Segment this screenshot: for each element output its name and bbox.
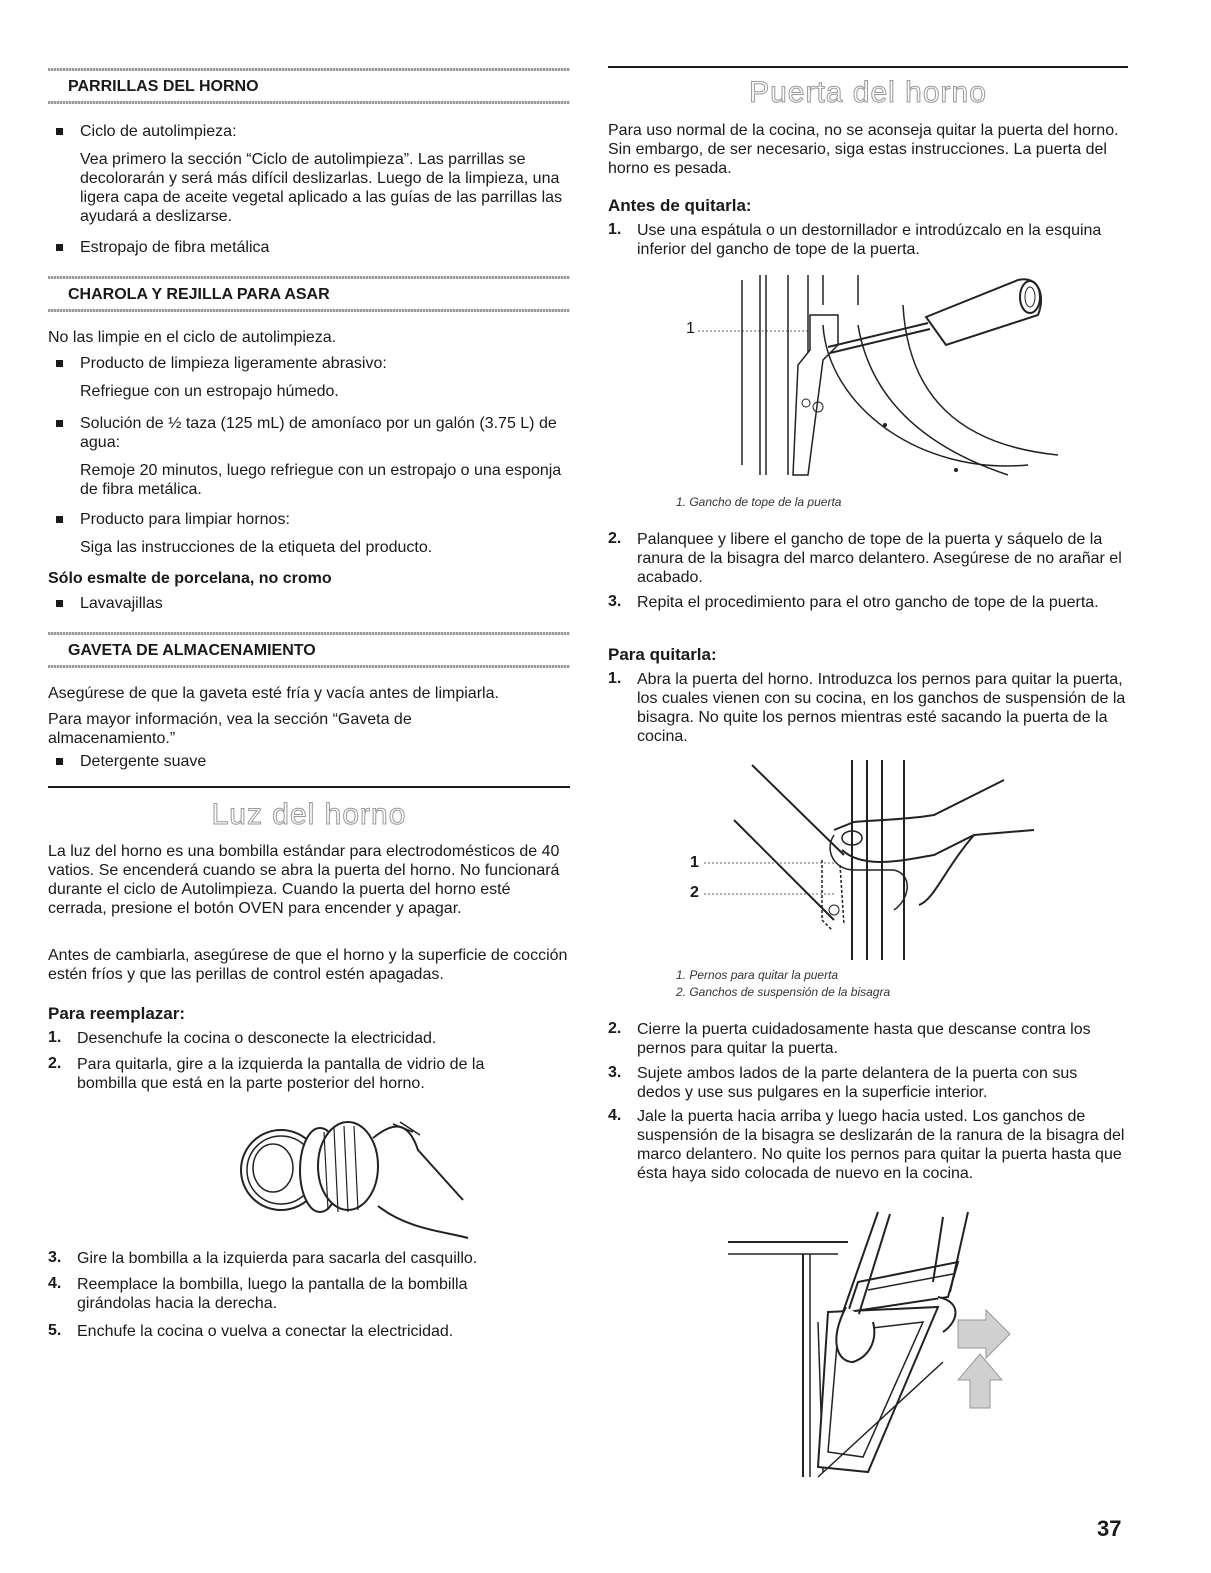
- divider: [608, 66, 1128, 68]
- figure-label: 1: [690, 854, 699, 871]
- paragraph: Asegúrese de que la gaveta esté fría y vacía antes de limpiarla.: [48, 685, 499, 702]
- section-title-luz: Luz del horno: [211, 798, 407, 831]
- step-item: 2. Cierre la puerta cuidadosamente hasta que descanse contra los pernos para quitar la puerta.: [608, 1020, 1091, 1057]
- step-item: 4. Jale la puerta hacia arriba y luego hacia usted. Los ganchos de suspensión de la bisagra se deslizarán de la ranura de la bisagra del marco delantero. No quite los pernos para quitar la puerta hasta que ésta haya sido colocada de nuevo en la cocina.: [608, 1107, 1125, 1182]
- step-item: 2. Palanquee y libere el gancho de tope de la puerta y sáquelo de la ranura de la bisagra del marco delantero. Asegúrese de no arañar el acabado.: [608, 530, 1122, 586]
- bullet-item: Producto de limpieza ligeramente abrasivo: Refriegue con un estropajo húmedo.: [48, 354, 570, 401]
- paragraph: No las limpie en el ciclo de autolimpieza.: [48, 329, 337, 346]
- bullet-item: Ciclo de autolimpieza: Vea primero la sección “Ciclo de autolimpieza”. Las parrillas se decolorarán y será más difícil deslizarlas. Luego de la limpieza, una ligera capa de aceite vegetal aplicado a las guías de las parrillas las ayudará a deslizarse.: [48, 122, 570, 226]
- step-item: 3. Repita el procedimiento para el otro gancho de tope de la puerta.: [608, 593, 1099, 611]
- figure-caption: 1. Pernos para quitar la puerta: [676, 968, 839, 982]
- bullet-item: Detergente suave: [48, 752, 570, 771]
- step-item: 5. Enchufe la cocina o vuelva a conectar la electricidad.: [48, 1322, 454, 1340]
- section-title: PARRILLAS DEL HORNO: [68, 78, 259, 95]
- door-removal-illustration: [728, 1212, 1028, 1482]
- bullet-icon: [56, 244, 63, 251]
- bullet-detail: Refriegue con un estropajo húmedo.: [80, 383, 339, 400]
- page-number: 37: [1097, 1516, 1122, 1541]
- bullet-icon: [56, 128, 63, 135]
- section-title: GAVETA DE ALMACENAMIENTO: [68, 642, 316, 659]
- bullet-icon: [56, 758, 63, 765]
- bullet-icon: [56, 600, 63, 607]
- step-item: 4. Reemplace la bombilla, luego la pantalla de la bombilla girándolas hacia la derecha.: [48, 1275, 468, 1312]
- bulb-replacement-illustration: [188, 1110, 478, 1240]
- bullet-detail: Remoje 20 minutos, luego refriegue con un estropajo o una esponja de fibra metálica.: [80, 462, 562, 498]
- paragraph: Para mayor información, vea la sección “Gaveta de almacenamiento.”: [48, 711, 412, 747]
- bullet-item: Solución de ½ taza (125 mL) de amoníaco por un galón (3.75 L) de agua: Remoje 20 minutos, luego refriegue con un estropajo o una esponja de fibra metálica.: [48, 414, 570, 499]
- bullet-icon: [56, 420, 63, 427]
- section-header-gaveta: [48, 632, 570, 668]
- step-item: 3. Sujete ambos lados de la parte delantera de la puerta con sus dedos y use sus pulgares en la superficie interior.: [608, 1064, 1078, 1101]
- paragraph: Para uso normal de la cocina, no se aconseja quitar la puerta del horno. Sin embargo, de ser necesario, siga estas instrucciones. La puerta del horno es pesada.: [608, 122, 1119, 177]
- figure-label: 2: [690, 884, 699, 901]
- section-title: CHAROLA Y REJILLA PARA ASAR: [68, 286, 330, 303]
- section-header-parrillas: [48, 68, 570, 104]
- section-header-charola: [48, 276, 570, 312]
- hinge-pin-illustration: [704, 760, 1054, 960]
- door-stop-illustration: [698, 275, 1058, 495]
- bullet-item: Lavavajillas: [48, 594, 570, 613]
- bullet-detail: Siga las instrucciones de la etiqueta del producto.: [80, 539, 433, 556]
- paragraph: Antes de cambiarla, asegúrese de que el horno y la superficie de cocción estén fríos y que las perillas de control estén apagadas.: [48, 947, 568, 983]
- subheading: Para quitarla:: [608, 645, 717, 664]
- step-item: 3. Gire la bombilla a la izquierda para sacarla del casquillo.: [48, 1249, 478, 1267]
- figure-caption: 2. Ganchos de suspensión de la bisagra: [676, 985, 891, 999]
- bullet-icon: [56, 516, 63, 523]
- subheading: Antes de quitarla:: [608, 196, 752, 215]
- paragraph: La luz del horno es una bombilla estándar para electrodomésticos de 40 vatios. Se encenderá cuando se abra la puerta del horno. No funcionará durante el ciclo de Autolimpieza. Cuando la puerta del horno esté cerrada, presione el botón OVEN para encender y apagar.: [48, 843, 560, 917]
- subheading: Para reemplazar:: [48, 1004, 186, 1023]
- bullet-detail: Vea primero la sección “Ciclo de autolimpieza”. Las parrillas se decolorarán y será más difícil deslizarlas. Luego de la limpieza, una ligera capa de aceite vegetal aplicado a las guías de las parrillas las ayudará a deslizarse.: [80, 151, 563, 225]
- bullet-icon: [56, 360, 63, 367]
- divider: [48, 786, 570, 788]
- figure-caption: 1. Gancho de tope de la puerta: [676, 495, 842, 509]
- bullet-item: Estropajo de fibra metálica: [48, 238, 570, 257]
- step-item: 1. Abra la puerta del horno. Introduzca los pernos para quitar la puerta, los cuales vienen con su cocina, en los ganchos de suspensión de la bisagra. No quite los pernos mientras esté sacando la puerta de la cocina.: [608, 670, 1126, 745]
- step-item: 1. Desenchufe la cocina o desconecte la electricidad.: [48, 1029, 437, 1047]
- figure-label: 1: [686, 320, 695, 337]
- subheading: Sólo esmalte de porcelana, no cromo: [48, 570, 332, 587]
- step-item: 1. Use una espátula o un destornillador e introdúzcalo en la esquina inferior del gancho de tope de la puerta.: [608, 221, 1102, 258]
- section-title-puerta: Puerta del horno: [749, 76, 987, 109]
- bullet-item: Producto para limpiar hornos: Siga las instrucciones de la etiqueta del producto.: [48, 510, 570, 557]
- step-item: 2. Para quitarla, gire a la izquierda la pantalla de vidrio de la bombilla que está en la parte posterior del horno.: [48, 1055, 485, 1092]
